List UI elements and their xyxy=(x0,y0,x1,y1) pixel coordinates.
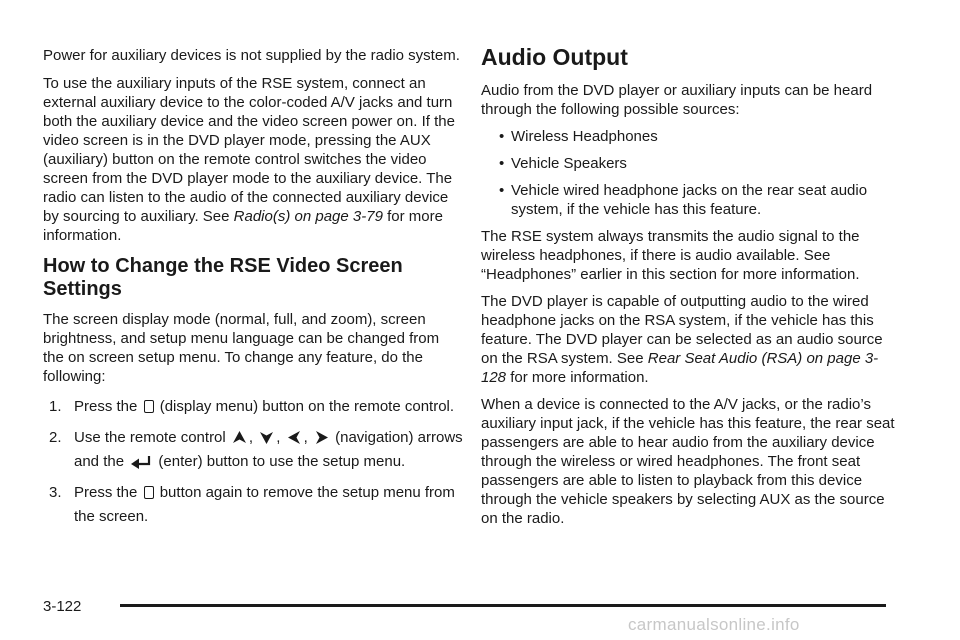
step-3 xyxy=(43,481,463,529)
dvd-audio-tail: for more information. xyxy=(506,369,649,386)
step-text: (display menu) button on the remote control. xyxy=(159,398,455,415)
dvd-audio-paragraph xyxy=(481,292,901,387)
list-item-text: Vehicle wired headphone jacks on the rear seat audio system, if the vehicle has this feature. xyxy=(511,182,868,218)
list-item-text: Vehicle Speakers xyxy=(511,155,627,172)
step-text: Press the xyxy=(74,484,138,501)
settings-steps-list xyxy=(43,395,463,529)
separator: , xyxy=(248,429,254,446)
step-text: (navigation) arrows and the xyxy=(74,429,463,470)
radio-page-link[interactable]: Radio(s) on page 3-79 xyxy=(233,208,383,225)
step-text: (enter) button to use the setup menu. xyxy=(158,453,406,470)
left-column xyxy=(43,46,463,536)
dvd-audio-text: The DVD player is capable of outputting audio to the wired headphone jacks on the RSA system, if the vehicle has this feature. The DVD player can be selected as an audio source on the RSA system. See xyxy=(481,293,883,367)
watermark: carmanualsonline.info xyxy=(628,615,800,634)
enter-icon xyxy=(130,454,152,469)
display-menu-icon xyxy=(144,486,154,499)
page-number: 3-122 xyxy=(43,598,82,615)
nav-left-icon xyxy=(287,430,302,445)
list-item xyxy=(481,181,901,219)
rse-settings-paragraph: The screen display mode (normal, full, and zoom), screen brightness, and setup menu language can be changed from the on screen setup menu. To change any feature, do the following: xyxy=(43,311,440,385)
footer-rule xyxy=(120,604,886,607)
step-2 xyxy=(43,426,463,474)
nav-down-icon xyxy=(259,430,274,445)
audio-output-heading: Audio Output xyxy=(481,44,628,70)
separator: , xyxy=(303,429,308,446)
nav-right-icon xyxy=(314,430,329,445)
list-item-text: Wireless Headphones xyxy=(511,128,658,145)
aux-inputs-paragraph xyxy=(43,74,463,245)
display-menu-icon xyxy=(144,400,154,413)
step-number: 3. xyxy=(49,484,62,501)
aux-inputs-text: To use the auxiliary inputs of the RSE system, connect an external auxiliary device to the color-coded A/V jacks and turn both the auxiliary device and the video screen power on. If the video screen is in the DVD player mode, pressing the AUX (auxiliary) button on the remote control switches the video screen from the DVD player mode to the auxiliary device. The radio can listen to the audio of the connected auxiliary device by sourcing to auxiliary. See xyxy=(43,75,455,225)
aux-inputs-tail: for more information. xyxy=(43,208,443,244)
step-text: Press the xyxy=(74,398,138,415)
audio-output-intro: Audio from the DVD player or auxiliary inputs can be heard through the following possible sources: xyxy=(481,82,873,118)
aux-playback-paragraph: When a device is connected to the A/V jacks, or the radio’s auxiliary input jack, if the vehicle has this feature, the rear seat passengers are able to hear audio from the auxiliary device through the wireless or wired headphones. The front seat passengers are able to listen to playback from this device through the vehicle speakers by selecting AUX as the source on the radio. xyxy=(481,396,895,527)
separator: , xyxy=(276,429,281,446)
wireless-headphones-paragraph: The RSE system always transmits the audio signal to the wireless headphones, if there is audio available. See “Headphones” earlier in this section for more information. xyxy=(481,228,860,283)
step-number: 2. xyxy=(49,429,62,446)
step-number: 1. xyxy=(49,398,62,415)
bullet-icon: • xyxy=(499,128,505,145)
aux-power-paragraph: Power for auxiliary devices is not supplied by the radio system. xyxy=(43,47,460,64)
bullet-icon: • xyxy=(499,182,505,199)
list-item xyxy=(481,154,901,173)
list-item xyxy=(481,127,901,146)
bullet-icon: • xyxy=(499,155,505,172)
audio-sources-list xyxy=(481,127,901,219)
rsa-page-link[interactable]: Rear Seat Audio (RSA) on page 3-128 xyxy=(481,350,879,386)
right-column xyxy=(481,46,901,536)
step-1 xyxy=(43,395,463,419)
step-text: button again to remove the setup menu from the screen. xyxy=(74,484,455,525)
nav-up-icon xyxy=(232,430,247,445)
rse-settings-heading: How to Change the RSE Video Screen Settings xyxy=(43,255,403,300)
step-text: Use the remote control xyxy=(74,429,226,446)
